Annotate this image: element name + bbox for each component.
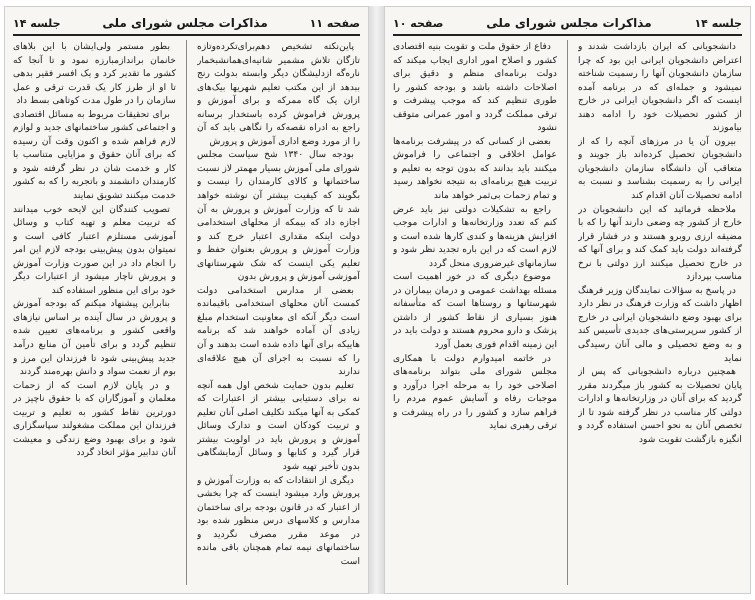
- paragraph: برای تحقیقات مربوط به مسائل اقتصادی و اجتماعی کشور ساختمانهای جدید و لوازم لازم فراهم شده و اکنون وقت آن رسیده که برای آنان حقوق و مزایایی متناسب با کار و خدمت شان در نظر گرفته شود و کارمندان دانشمند و باتجربه را که به کشور خدمت میکنند تشویق نمایند: [13, 108, 176, 202]
- paragraph: دیگری از انتقادات که به وزارت آموزش و پرورش وارد میشود اینست که چرا بخشی از اعتبار که در قانون بودجه برای ساختمان مدارس و کلاسهای درس منظور شده بود در موعد مقرر مصرف نگردید و ساختمانهای نیمه تمام همچنان باقی مانده است: [197, 474, 360, 567]
- paragraph: تصویب کنندگان این لایحه خوب میدانند که تربیت معلم و تهیه کتاب و وسائل آموزشی مستلزم اعتبار کافی است و نمیتوان بدون پیش‌بینی بودجه لازم این امر را انجام داد در این صورت وزارت آموزش و پرورش ناچار میشود از اعتبارات دیگر خود برای این منظور استفاده کند: [13, 203, 176, 296]
- left-page-right-column: [197, 40, 360, 585]
- right-page-header: [393, 15, 742, 31]
- paragraph: بعضی از کسانی که در پیشرفت برنامه‌ها عوامل اخلاقی و اجتماعی را فراموش میکنند باید بدانند که بدون توجه به تعلیم و تربیت هیچ برنامه‌ای به نتیجه نخواهد رسید و تمام زحمات بی‌ثمر خواهد ماند: [393, 135, 557, 202]
- paragraph: همچنین درباره دانشجویانی که پس از پایان تحصیلات به کشور باز میگردند مقرر گردید که برای آنان در وزارتخانه‌ها و ادارات دولتی کار مناسب در نظر گرفته شود تا از تخصص آنان به نحو احسن استفاده گردد و انگیزه بازگشت تقویت شود: [578, 366, 742, 445]
- paragraph: دانشجویانی که ایران بازداشت شدند و اعتراض دانشجویان ایرانی این بود که چرا سازمان دانشجویان آنها را رسمیت شناخته نمیشود و جمله‌ای که در برنامه آمده اینست که اگر دانشجویان ایرانی در خارج از کشور تحصیلات خود را ادامه دهند بیاموزند: [578, 41, 742, 134]
- left-page: [4, 6, 369, 594]
- left-page-running-title: مذاکرات مجلس شورای ملی: [102, 16, 268, 30]
- column-divider: [186, 40, 187, 585]
- paragraph: راجع به تشکیلات دولتی نیز باید عرض کنم که تعدد وزارتخانه‌ها و ادارات موجب افزایش هزینه‌ها و کندی کارها شده است و لازم است که در این باره تجدید نظر شود و سازمانهای غیرضروری منحل گردد: [393, 203, 557, 269]
- paragraph: و در پایان لازم است که از زحمات معلمان و آموزگاران که با حقوق ناچیز در دورترین نقاط کشور به تعلیم و تربیت فرزندان این مملکت مشغولند سپاسگزاری شود و برای بهبود وضع زندگی و معیشت آنان تدابیر مؤثر اتخاذ گردد: [13, 379, 176, 459]
- book-gutter: [369, 6, 384, 594]
- paragraph: پاین‌نکته تشخیص دهم‌برای‌تکرده‌وتازه تازگان تلاش مشمیر شانیه‌ای‌همانشبخمار ناره‌گه ازدلیشگان دیگر وابسته بدولت رنج ببدهد از این مکتب تعلیم شهریها بیک‌های ازان یک گاه ممرکه و برای آموزش و پرورش فراموش کرده باستخدار برسانه راجع به ادراه نقصه‌که را نگاهی باید که آن را از مورد وضع اداری آموزش و پرورش: [197, 41, 360, 147]
- paragraph: تعلیم بدون حمایت شخص اول همه آنچه نه برای دستیابی بیشتر از اعتبارات که کمکی به آنها میکند تکلیف اصلی آنان تعلیم و تربیت کودکان است و تدارک وسائل آموزش و پرورش باید در اولویت بیشتر قرار گیرد و کتابها و وسائل آزمایشگاهی بدون تأخیر تهیه شود: [197, 379, 360, 472]
- right-page-header-rule: [393, 34, 742, 36]
- paragraph: بیرون آن یا در مرزهای آنچه را که از دانشجویان تحصیل کرده‌اند باز جویند و متعاقب آن دانشگاه سازمان دانشجویان ایرانی را به رسمیت بشناسد و نسبت به ادامه تحصیلات آنان اقدام کند: [578, 135, 742, 202]
- right-page-number: صفحه ۱۰: [393, 16, 444, 30]
- left-page-header: [13, 15, 360, 31]
- right-page-session: جلسه ۱۴: [694, 16, 742, 30]
- paragraph: بودجه سال ۱۳۴۰ شخ سیاست مجلس شورای ملی آموزش بسیار مهمتر لاز نسبت ساختمانها و کالای کارمندان را نیست و بگویند که کیفیت بیشتر آن نوشته خواهد شد تا که وزارت آموزش و پرورش به آن اجازه داد که بیمکه از محلهای استخدامی دولت اینکه مقداری اعتبار خرج کند و وزارت آموزش و پرورش بعنوان حفظ و تعلیم یکی اینست که شک شهرستانهای آموزشی آموزش و پرورش بدون: [197, 149, 360, 283]
- left-page-columns: [13, 40, 360, 585]
- right-page-left-column: [393, 40, 557, 585]
- paragraph: در خاتمه امیدوارم دولت با همکاری مجلس شورای ملی بتواند برنامه‌های اصلاحی خود را به مرحله اجرا درآورد و موجبات رفاه و آسایش عموم مردم را فراهم سازد و کشور را در راه پیشرفت و ترقی رهبری نماید: [393, 352, 557, 432]
- paragraph: در پاسخ به سؤالات نمایندگان وزیر فرهنگ اظهار داشت که وزارت فرهنگ در نظر دارد برای بهبود وضع دانشجویان ایرانی در خارج از کشور سرپرستی‌های جدیدی تأسیس کند و به وضع تحصیلی و مالی آنان رسیدگی نماید: [578, 284, 742, 364]
- column-divider: [567, 40, 568, 585]
- right-page-running-title: مذاکرات مجلس شورای ملی: [486, 16, 652, 30]
- left-page-number: صفحه ۱۱: [309, 16, 360, 30]
- paragraph: دفاع از حقوق ملت و تقویت بنیه اقتصادی کشور و اصلاح امور اداری ایجاب میکند که دولت برنامه‌ای منظم و دقیق برای اصلاحات داشته باشد و بودجه کشور را طوری تنظیم کند که موجب پیشرفت و ترقی مملکت گردد و امور عمرانی متوقف نشود: [393, 41, 557, 134]
- paragraph: بطور مستمر ولی‌ایشان با این بلاهای خانمان براندازمبارزه نمود و تا آنجا که کشور ما تقدیر کرد و یک افسر فقیر بدهی تا او از طرز کار یک قدرت ترقی و عمل سازمان را در طول مدت کوتاهی بسط داد: [13, 41, 176, 107]
- paragraph: موضوع دیگری که در خور اهمیت است مسئله بهداشت عمومی و درمان بیماران در شهرستانها و روستاها است که متأسفانه هنوز بسیاری از نقاط کشور از داشتن پزشک و دارو محروم هستند و دولت باید در این زمینه اقدام فوری بعمل آورد: [393, 271, 557, 351]
- paragraph: بعضی از مدارس استخدامی دولت کمست آنان محلهای استخدامی باقیمانده است دیگر آنکه ای معاونیت استخدام مبلغ زیادی آن آماده خواهند شد که برنامه هاییکه برای آنها داده شده است بدهند و آن را که نسبت به اجرای آن هیچ علاقه‌ای ندارند: [197, 284, 360, 378]
- left-page-header-rule: [13, 34, 360, 36]
- right-page: [384, 6, 751, 594]
- paragraph: بنابراین پیشنهاد میکنم که بودجه آموزش و پرورش در سال آینده بر اساس نیازهای واقعی کشور و برنامه‌های تعیین شده تنظیم گردد و برای تأمین آن منابع درآمد جدید پیش‌بینی شود تا فرزندان این مرز و بوم از نعمت سواد و دانش بهره‌مند گردند: [13, 298, 176, 378]
- left-page-session: جلسه ۱۴: [13, 16, 61, 30]
- left-page-left-column: [13, 40, 176, 585]
- paragraph: ملاحظه فرمائید که این دانشجویان در خارج از کشور چه وضعی دارند آنها را که با مضیقه ارزی روبرو هستند و در فشار قرار گرفته‌اند دولت باید کمک کند و برای آنها که در خارج تحصیل میکنند ارز دولتی با نرخ مناسب بپردازد: [578, 203, 742, 283]
- right-page-right-column: [578, 40, 742, 585]
- right-page-columns: [393, 40, 742, 585]
